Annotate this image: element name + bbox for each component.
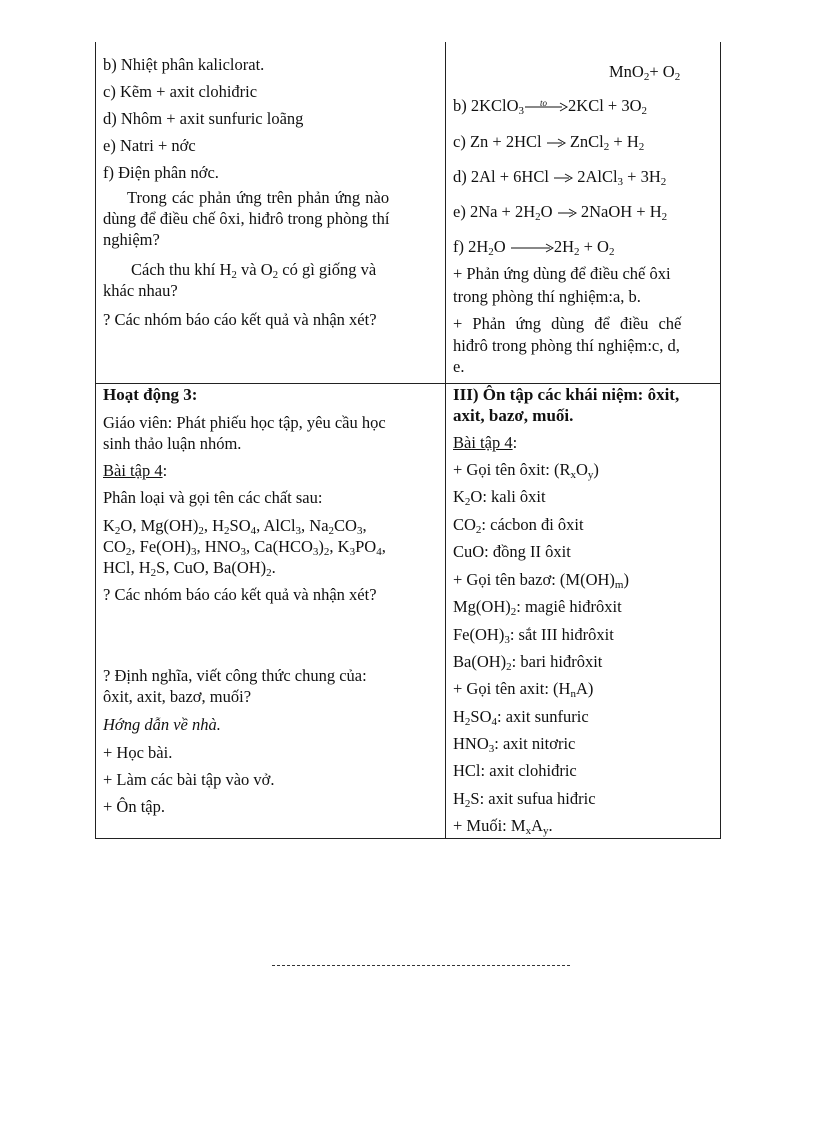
homework-exercises: + Làm các bài tập vào vở. [103,770,275,789]
salt-naming: + Muối: $M_xA_y$. [453,816,553,837]
homework-review: + Ôn tập. [103,797,166,816]
teacher-instruction: Giáo viên: Phát phiếu học tập, yêu cầu học [103,413,386,432]
homework-study: + Học bài. [103,743,173,762]
answer-co2: $CO_2$: cácbon đi ôxit [453,515,584,536]
answer-feoh3: $Fe(OH)_3$: sắt III hiđrôxit [453,625,614,646]
reaction-arrow-icon [546,138,566,148]
answer-hno3: $HNO_3$: axit nitơric [453,734,576,755]
classify-instruction: Phân loại và gọi tên các chất sau: [103,488,323,507]
hydrogen-reactions: + Phản ứng dùng để điều chế [453,314,682,333]
formula-list-3: HCl, $H_2S$, CuO, $Ba(OH)_2$. [103,558,276,579]
eq-f: f) $2H_2O$ $2H_2 + O_2$ [453,237,615,258]
exercise-4-label: Bài tập 4: [103,461,168,480]
oxide-naming: + Gọi tên ôxit: $(R_xO_y)$ [453,460,599,481]
row-divider [96,383,720,384]
item-d: d) Nhôm + axit sunfuric loãng [103,109,304,128]
question-5-line2: ôxit, axit, bazơ, muối? [103,687,252,706]
answer-cuo: CuO: đồng II ôxit [453,542,571,561]
question-3: ? Các nhóm báo cáo kết quả và nhận xét? [103,310,377,329]
reaction-arrow-icon: to [524,102,568,112]
section-3-heading: III) Ôn tập các khái niệm: ôxit, [453,385,680,404]
eq-d: d) 2Al + 6HCl 2AlCl$_3$ + $3H_2$ [453,167,667,188]
question-2-line2: khác nhau? [103,281,178,300]
eq-a-product: $MnO_2+ O_2$ [609,62,681,83]
eq-b: b) 2KClO$_3$ to $2KCl + 3O_2$ [453,96,648,117]
hydrogen-reactions-line3: e. [453,357,465,376]
oxygen-reactions: + Phản ứng dùng để điều chế ôxi [453,264,671,283]
answer-h2s: $H_2S$: axit sufua hiđric [453,789,596,810]
question-1-line2: dùng để điều chế ôxi, hiđrô trong phòng thí [103,209,390,228]
hydrogen-reactions-line2: hiđrô trong phòng thí nghiệm:c, d, [453,336,680,355]
acid-naming: + Gọi tên axit: $(H_nA)$ [453,679,594,700]
teacher-instruction-line2: sinh thảo luận nhóm. [103,434,242,453]
answer-mgoh2: $Mg(OH)_2$: magiê hiđrôxit [453,597,622,618]
question-1: Trong các phản ứng trên phản ứng nào [127,188,390,207]
question-2: Cách thu khí $H_2$ và $O_2$ có gì giống và [131,260,377,281]
eq-e: e) $2Na + 2H_2O$ 2NaOH + $H_2$ [453,202,668,223]
oxygen-reactions-line2: trong phòng thí nghiệm:a, b. [453,287,641,306]
exercise-4-answer-label: Bài tập 4: [453,433,518,452]
item-c: c) Kẽm + axit clohiđric [103,82,258,101]
answer-baoh2: $Ba(OH)_2$: bari hiđrôxit [453,652,603,673]
answer-hcl: HCl: axit clohiđric [453,761,577,780]
item-e: e) Natri + nớc [103,136,196,155]
reaction-arrow-icon [553,173,573,183]
item-f: f) Điện phân nớc. [103,163,219,182]
question-1-line3: nghiệm? [103,230,160,249]
reaction-arrow-icon [557,208,577,218]
question-5: ? Định nghĩa, viết công thức chung của: [103,666,367,685]
item-b: b) Nhiệt phân kaliclorat. [103,55,265,74]
activity-3-heading: Hoạt động 3: [103,385,198,404]
formula-list-2: $CO_2$, $Fe(OH)_3$, $HNO_3$, $Ca(HCO_3)_2$, $K_3PO_4$, [103,537,386,558]
homework-heading: Hớng dẫn về nhà. [103,715,221,734]
footer-dashed-rule [272,965,570,966]
section-3-heading-line2: axit, bazơ, muối. [453,406,574,425]
lesson-table [95,42,721,839]
column-divider [445,42,446,838]
answer-h2so4: $H_2SO_4$: axit sunfuric [453,707,589,728]
base-naming: + Gọi tên bazơ: $(M(OH)_m)$ [453,570,629,591]
reaction-arrow-icon [510,243,554,253]
formula-list-1: $K_2O$, $Mg(OH)_2$, $H_2SO_4$, AlCl$_3$, $Na_2CO_3$, [103,516,367,537]
answer-k2o: $K_2O$: kali ôxit [453,487,546,508]
question-4: ? Các nhóm báo cáo kết quả và nhận xét? [103,585,377,604]
eq-c: c) Zn + 2HCl ZnCl$_2$ + $H_2$ [453,132,645,153]
